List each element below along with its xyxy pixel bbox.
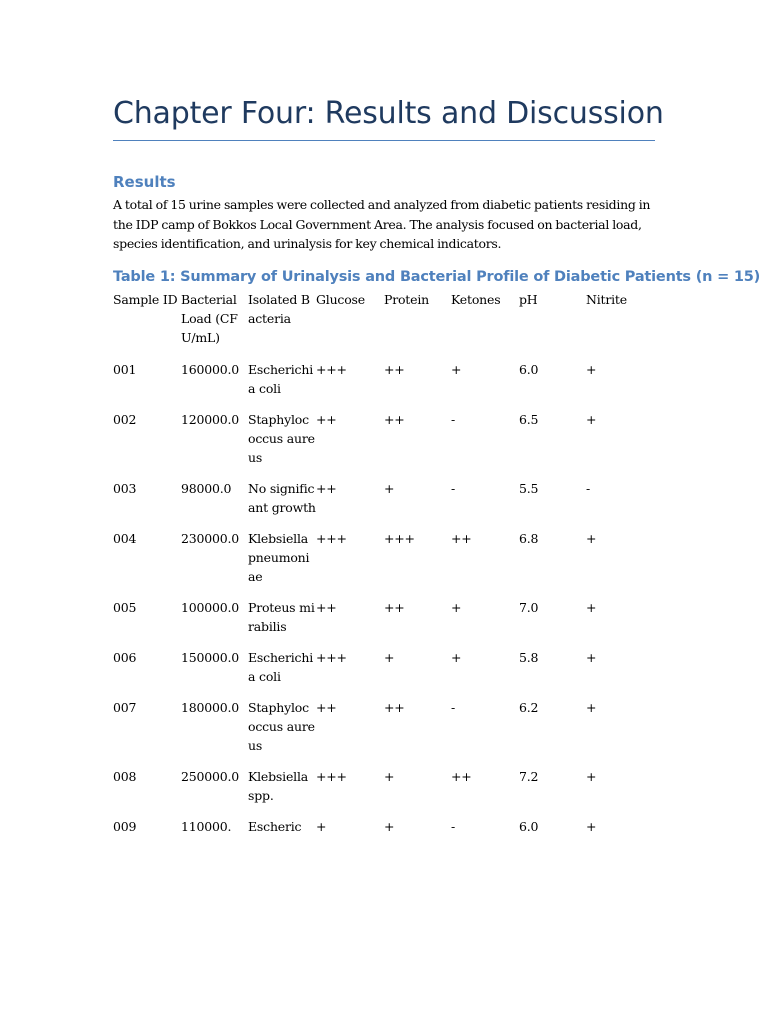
cell-isolated-bacteria: Escherichia coli [248, 650, 314, 684]
header-isolated-bacteria: Isolated Bacteria [248, 292, 310, 326]
header-nitrite: Nitrite [586, 292, 627, 307]
cell-bacterial-load: 120000.0 [181, 412, 240, 427]
cell-ketones: + [451, 600, 462, 615]
cell-ketones: + [451, 362, 462, 377]
cell-sample-id: 003 [113, 481, 137, 496]
cell-glucose: +++ [316, 531, 347, 546]
header-ketones: Ketones [451, 292, 501, 307]
table-row [113, 817, 655, 848]
cell-glucose: +++ [316, 362, 347, 377]
cell-isolated-bacteria: Proteus mirabilis [248, 600, 315, 634]
chapter-title: Chapter Four: Results and Discussion [113, 96, 664, 131]
cell-ketones: ++ [451, 531, 472, 546]
cell-sample-id: 009 [113, 819, 137, 834]
cell-glucose: ++ [316, 600, 337, 615]
cell-ph: 7.2 [519, 769, 539, 784]
cell-isolated-bacteria: Staphylococcus aureus [248, 700, 315, 753]
table-row [113, 767, 655, 817]
cell-isolated-bacteria: Escheric [248, 819, 302, 834]
cell-ketones: - [451, 819, 456, 834]
cell-isolated-bacteria: Staphylococcus aureus [248, 412, 315, 465]
section-heading-results: Results [113, 173, 176, 191]
cell-ketones: ++ [451, 769, 472, 784]
cell-isolated-bacteria: Klebsiella spp. [248, 769, 308, 803]
cell-ph: 6.0 [519, 819, 539, 834]
title-underline-rule [113, 140, 655, 141]
cell-bacterial-load: 98000.0 [181, 481, 232, 496]
cell-protein: + [384, 650, 395, 665]
cell-ph: 7.0 [519, 600, 539, 615]
cell-sample-id: 001 [113, 362, 137, 377]
cell-nitrite: + [586, 769, 597, 784]
cell-bacterial-load: 250000.0 [181, 769, 240, 784]
cell-nitrite: + [586, 362, 597, 377]
cell-nitrite: + [586, 600, 597, 615]
cell-nitrite: + [586, 819, 597, 834]
table-row [113, 479, 655, 529]
table-row [113, 648, 655, 698]
cell-protein: +++ [384, 531, 415, 546]
cell-nitrite: + [586, 650, 597, 665]
cell-protein: ++ [384, 600, 405, 615]
cell-ketones: - [451, 412, 456, 427]
cell-sample-id: 002 [113, 412, 137, 427]
header-ph: pH [519, 292, 538, 307]
header-bacterial-load: Bacterial Load (CFU/mL) [181, 292, 238, 345]
table-row [113, 360, 655, 410]
cell-glucose: +++ [316, 650, 347, 665]
cell-glucose: + [316, 819, 327, 834]
table-row [113, 698, 655, 767]
cell-sample-id: 005 [113, 600, 137, 615]
cell-ph: 5.8 [519, 650, 539, 665]
table-caption: Table 1: Summary of Urinalysis and Bacterial Profile of Diabetic Patients (n = 15) [113, 269, 761, 285]
cell-glucose: ++ [316, 481, 337, 496]
cell-protein: ++ [384, 700, 405, 715]
cell-nitrite: + [586, 700, 597, 715]
cell-nitrite: - [586, 481, 591, 496]
header-sample-id: Sample ID [113, 292, 178, 307]
cell-glucose: ++ [316, 412, 337, 427]
cell-ketones: - [451, 700, 456, 715]
cell-sample-id: 008 [113, 769, 137, 784]
cell-protein: + [384, 819, 395, 834]
cell-isolated-bacteria: Escherichia coli [248, 362, 314, 396]
cell-isolated-bacteria: Klebsiella pneumoniae [248, 531, 310, 584]
cell-ph: 6.2 [519, 700, 539, 715]
cell-nitrite: + [586, 531, 597, 546]
table-row [113, 529, 655, 598]
table-row [113, 598, 655, 648]
cell-ketones: + [451, 650, 462, 665]
cell-ph: 6.0 [519, 362, 539, 377]
table-header-row [113, 290, 655, 360]
cell-bacterial-load: 100000.0 [181, 600, 240, 615]
cell-glucose: ++ [316, 700, 337, 715]
cell-bacterial-load: 180000.0 [181, 700, 240, 715]
cell-sample-id: 007 [113, 700, 137, 715]
results-table-container [113, 290, 655, 848]
cell-bacterial-load: 110000. [181, 819, 232, 834]
header-glucose: Glucose [316, 292, 365, 307]
cell-bacterial-load: 150000.0 [181, 650, 240, 665]
cell-isolated-bacteria: No significant growth [248, 481, 316, 515]
cell-ketones: - [451, 481, 456, 496]
table-row [113, 410, 655, 479]
cell-protein: + [384, 481, 395, 496]
results-table [113, 290, 655, 848]
cell-sample-id: 004 [113, 531, 137, 546]
intro-paragraph: A total of 15 urine samples were collected and analyzed from diabetic patients residing in the IDP camp of Bokkos Local Government Area. The analysis focused on bacterial load, species identification, and urinalysis for key chemical indicators. [113, 197, 651, 251]
cell-ph: 6.5 [519, 412, 539, 427]
cell-nitrite: + [586, 412, 597, 427]
cell-sample-id: 006 [113, 650, 137, 665]
header-protein: Protein [384, 292, 429, 307]
cell-protein: + [384, 769, 395, 784]
cell-protein: ++ [384, 412, 405, 427]
cell-ph: 5.5 [519, 481, 539, 496]
cell-bacterial-load: 160000.0 [181, 362, 240, 377]
cell-protein: ++ [384, 362, 405, 377]
cell-glucose: +++ [316, 769, 347, 784]
cell-ph: 6.8 [519, 531, 539, 546]
cell-bacterial-load: 230000.0 [181, 531, 240, 546]
